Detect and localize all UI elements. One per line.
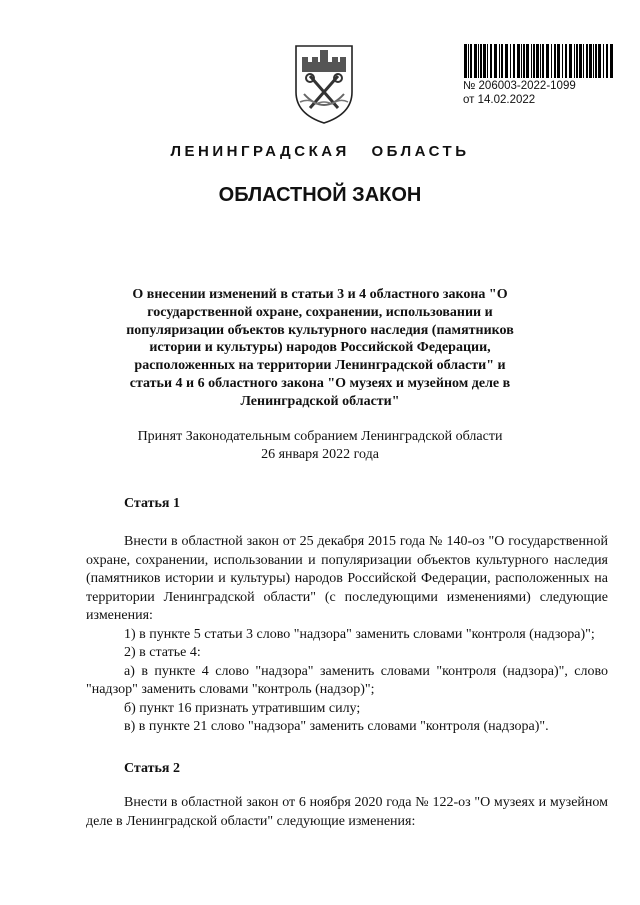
adoption-line: Принят Законодательным собранием Ленинградской области xyxy=(137,429,503,444)
barcode-bar xyxy=(606,44,608,78)
barcode-bar xyxy=(464,44,467,78)
article-1-item-2c: в) в пункте 21 слово "надзора" заменить словами "контроля (надзора)". xyxy=(124,719,549,734)
barcode-bar xyxy=(586,44,588,78)
barcode-bar xyxy=(499,44,500,78)
barcode-bar xyxy=(562,44,563,78)
coat-of-arms-emblem xyxy=(290,42,358,126)
barcode-bar xyxy=(542,44,544,78)
document-type: ОБЛАСТНОЙ ЗАКОН xyxy=(218,184,422,206)
barcode-bar xyxy=(505,44,508,78)
article-1-body xyxy=(86,533,608,737)
barcode-bar xyxy=(576,44,578,78)
barcode-bar xyxy=(595,44,597,78)
barcode-bar xyxy=(554,44,556,78)
barcode-bar xyxy=(540,44,541,78)
barcode-bar xyxy=(603,44,604,78)
barcode-bar xyxy=(480,44,482,78)
barcode-bar xyxy=(474,44,477,78)
registration-date: от 14.02.2022 xyxy=(463,94,536,106)
barcode xyxy=(463,44,613,78)
barcode-bar xyxy=(593,44,594,78)
barcode-bar xyxy=(610,44,613,78)
barcode-bar xyxy=(546,44,549,78)
article-1-item-2b: б) пункт 16 признать утратившим силу; xyxy=(124,700,361,716)
barcode-bar xyxy=(579,44,582,78)
adoption-note xyxy=(0,428,640,464)
barcode-bar xyxy=(523,44,525,78)
barcode-bar xyxy=(533,44,535,78)
barcode-bar xyxy=(487,44,488,78)
article-1-item-2a: а) в пункте 4 слово "надзора" заменить словами "контроля (надзора)", слово "надзор" заменить словами "контроль (надзор)"; xyxy=(86,663,608,697)
article-1-heading: Статья 1 xyxy=(124,496,180,511)
article-1-item-1: 1) в пункте 5 статьи 3 слово "надзора" заменить словами "контроля (надзора)"; xyxy=(124,626,595,642)
barcode-bar xyxy=(598,44,601,78)
registration-number: № 206003-2022-1099 xyxy=(463,80,576,92)
article-1-intro: Внести в областной закон от 25 декабря 2015 года № 140-оз "О государственной охране, сохранении, использовании и популяризации объектов культурного наследия (памятников истории и культуры) народов Российской Федерации, расположенных на территории Ленинградской области" (с последующими изменениями) следующие изменения: xyxy=(86,534,608,623)
article-2-body xyxy=(86,794,608,831)
barcode-bar xyxy=(569,44,572,78)
barcode-bar xyxy=(501,44,503,78)
barcode-bar xyxy=(470,44,472,78)
adoption-date: 26 января 2022 года xyxy=(261,447,379,462)
barcode-bar xyxy=(526,44,529,78)
barcode-bar xyxy=(521,44,522,78)
region-name: ЛЕНИНГРАДСКАЯ ОБЛАСТЬ xyxy=(170,143,470,160)
barcode-bar xyxy=(494,44,497,78)
barcode-bar xyxy=(513,44,515,78)
barcode-bar xyxy=(557,44,560,78)
article-1-item-2: 2) в статье 4: xyxy=(124,645,201,660)
barcode-bar xyxy=(551,44,552,78)
barcode-bar xyxy=(517,44,520,78)
barcode-bar xyxy=(478,44,479,78)
barcode-bar xyxy=(531,44,532,78)
article-2-heading: Статья 2 xyxy=(124,761,180,776)
barcode-bar xyxy=(483,44,486,78)
barcode-bar xyxy=(536,44,539,78)
barcode-bar xyxy=(589,44,592,78)
law-title: О внесении изменений в статьи 3 и 4 областного закона "О государственной охране, сохранении, использовании и популяризации объектов культурного наследия (памятников истории и культуры) народов Российской Федерации, расположенных на территории Ленинградской области" и статьи 4 и 6 областного закона "О музеях и музейном деле в Ленинградской области" xyxy=(126,287,514,409)
barcode-bar xyxy=(583,44,584,78)
barcode-bar xyxy=(565,44,567,78)
barcode-bar xyxy=(468,44,469,78)
article-2-intro: Внести в областной закон от 6 ноября 2020 года № 122-оз "О музеях и музейном деле в Ленинградской области" следующие изменения: xyxy=(86,795,608,829)
barcode-bar xyxy=(574,44,575,78)
barcode-bar xyxy=(490,44,492,78)
barcode-bar xyxy=(510,44,511,78)
